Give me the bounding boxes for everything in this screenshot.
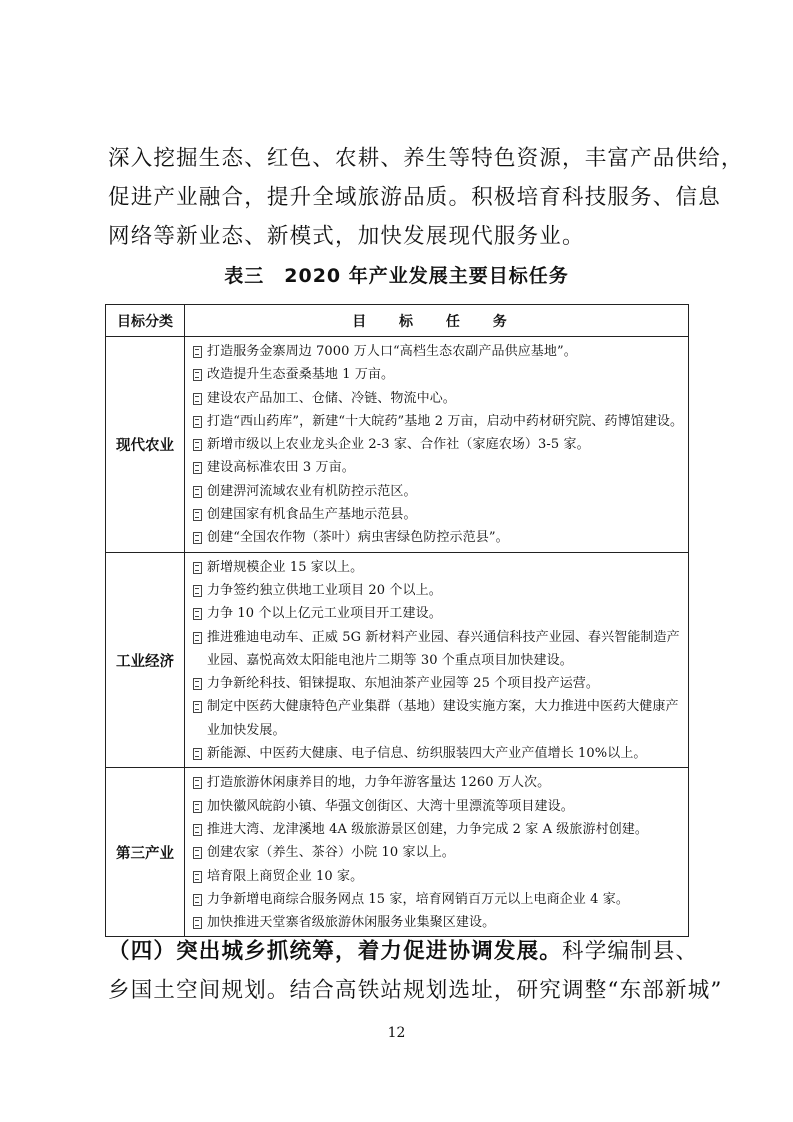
- document-icon: [191, 771, 207, 794]
- closing-text: 科学编制县、: [562, 939, 699, 964]
- list-item: [191, 456, 684, 479]
- task-text: 培育限上商贸企业 10 家。: [207, 868, 364, 884]
- task-text: 力争新增电商综合服务网点 15 家，培育网销百万元以上电商企业 4 家。: [207, 891, 629, 907]
- list-item: [191, 526, 684, 549]
- document-icon: [191, 340, 207, 363]
- tasks-cell: [185, 337, 689, 553]
- task-text: 创建“全国农作物（茶叶）病虫害绿色防控示范县”。: [207, 530, 509, 546]
- list-item: [191, 579, 684, 602]
- list-item: [191, 602, 684, 625]
- task-text: 建设高标准农田 3 万亩。: [207, 460, 355, 476]
- list-item: [191, 818, 684, 841]
- document-icon: [191, 795, 207, 818]
- list-item: [191, 888, 684, 911]
- document-icon: [191, 579, 207, 602]
- task-text: 建设农产品加工、仓储、冷链、物流中心。: [207, 390, 456, 406]
- task-text: 加快徽风皖韵小镇、华强文创街区、大湾十里漂流等项目建设。: [207, 798, 574, 814]
- document-icon: [191, 626, 207, 649]
- task-text: 加快推进天堂寨省级旅游休闲服务业集聚区建设。: [207, 915, 496, 931]
- table-title: 表三 2020 年产业发展主要目标任务: [224, 265, 569, 287]
- document-icon: [191, 363, 207, 386]
- intro-line: 促进产业融合，提升全域旅游品质。积极培育科技服务、信息: [108, 185, 721, 210]
- intro-line: 网络等新业态、新模式，加快发展现代服务业。: [108, 224, 585, 249]
- list-item: [191, 480, 684, 503]
- targets-table: [105, 304, 689, 937]
- list-item: [191, 363, 684, 386]
- document-icon: [191, 841, 207, 864]
- task-text: 创建淠河流域农业有机防控示范区。: [207, 483, 417, 499]
- task-text: 创建农家（养生、茶谷）小院 10 家以上。: [207, 845, 455, 861]
- list-item: [191, 340, 684, 363]
- section-heading: （四）突出城乡抓统筹，着力促进协调发展。: [108, 939, 563, 964]
- task-text: 打造“西山药库”，新建“十大皖药”基地 2 万亩，启动中药材研究院、药博馆建设。: [207, 413, 684, 429]
- task-text: 制定中医药大健康特色产业集群（基地）建设实施方案，大力推进中医药大健康产业加快发展。: [207, 699, 679, 738]
- task-text: 推进大湾、龙津溪地 4A 级旅游景区创建，力争完成 2 家 A 级旅游村创建。: [207, 821, 649, 837]
- document-icon: [191, 526, 207, 549]
- list-item: [191, 742, 684, 765]
- task-text: 力争 10 个以上亿元工业项目开工建设。: [207, 606, 442, 622]
- table-header-row: [106, 305, 689, 337]
- tasks-cell: [185, 768, 689, 937]
- document-icon: [191, 556, 207, 579]
- list-item: [191, 841, 684, 864]
- category-cell: 第三产业: [106, 768, 185, 937]
- document-icon: [191, 602, 207, 625]
- header-tasks: 目 标 任 务: [185, 305, 689, 337]
- task-text: 新能源、中医药大健康、电子信息、纺织服装四大产业产值增长 10%以上。: [207, 746, 647, 762]
- task-text: 新增市级以上农业龙头企业 2-3 家、合作社（家庭农场）3-5 家。: [207, 437, 590, 453]
- page-number: 12: [387, 1025, 406, 1041]
- list-item: [191, 556, 684, 579]
- task-text: 推进雅迪电动车、正威 5G 新材料产业园、春兴通信科技产业园、春兴智能制造产业园、嘉悦高效太阳能电池片二期等 30 个重点项目加快建设。: [207, 629, 680, 668]
- list-item: [191, 771, 684, 794]
- closing-line: [108, 932, 699, 971]
- document-icon: [191, 742, 207, 765]
- table-row: [106, 552, 689, 768]
- closing-line: 乡国土空间规划。结合高铁站规划选址，研究调整“东部新城”: [108, 978, 723, 1003]
- list-item: [191, 410, 684, 433]
- document-icon: [191, 888, 207, 911]
- task-text: 打造旅游休闲康养目的地，力争年游客量达 1260 万人次。: [207, 775, 551, 791]
- category-cell: 工业经济: [106, 552, 185, 768]
- closing-paragraph: [108, 932, 723, 1010]
- document-icon: [191, 503, 207, 526]
- list-item: [191, 387, 684, 410]
- header-category: 目标分类: [106, 305, 185, 337]
- document-icon: [191, 695, 207, 718]
- intro-paragraph: [108, 139, 744, 256]
- task-text: 打造服务金寨周边 7000 万人口“高档生态农副产品供应基地”。: [207, 344, 577, 359]
- document-icon: [191, 672, 207, 695]
- list-item: [191, 433, 684, 456]
- task-text: 力争新纶科技、钼铼提取、东旭油茶产业园等 25 个项目投产运营。: [207, 676, 600, 692]
- document-icon: [191, 387, 207, 410]
- document-icon: [191, 433, 207, 456]
- list-item: [191, 865, 684, 888]
- document-icon: [191, 480, 207, 503]
- table-body: [106, 337, 689, 937]
- task-text: 改造提升生态蚕桑基地 1 万亩。: [207, 367, 395, 383]
- table-row: [106, 337, 689, 553]
- task-text: 创建国家有机食品生产基地示范县。: [207, 507, 417, 523]
- intro-line: 深入挖掘生态、红色、农耕、养生等特色资源，丰富产品供给，: [108, 146, 744, 171]
- list-item: [191, 626, 684, 673]
- category-cell: 现代农业: [106, 337, 185, 553]
- list-item: [191, 503, 684, 526]
- task-text: 力争签约独立供地工业项目 20 个以上。: [207, 582, 442, 598]
- tasks-cell: [185, 552, 689, 768]
- document-icon: [191, 410, 207, 433]
- document-icon: [191, 865, 207, 888]
- table-row: [106, 768, 689, 937]
- list-item: [191, 695, 684, 742]
- task-text: 新增规模企业 15 家以上。: [207, 559, 364, 575]
- document-icon: [191, 818, 207, 841]
- document-icon: [191, 456, 207, 479]
- list-item: [191, 795, 684, 818]
- document-icon: [191, 911, 207, 934]
- list-item: [191, 672, 684, 695]
- list-item: [191, 911, 684, 934]
